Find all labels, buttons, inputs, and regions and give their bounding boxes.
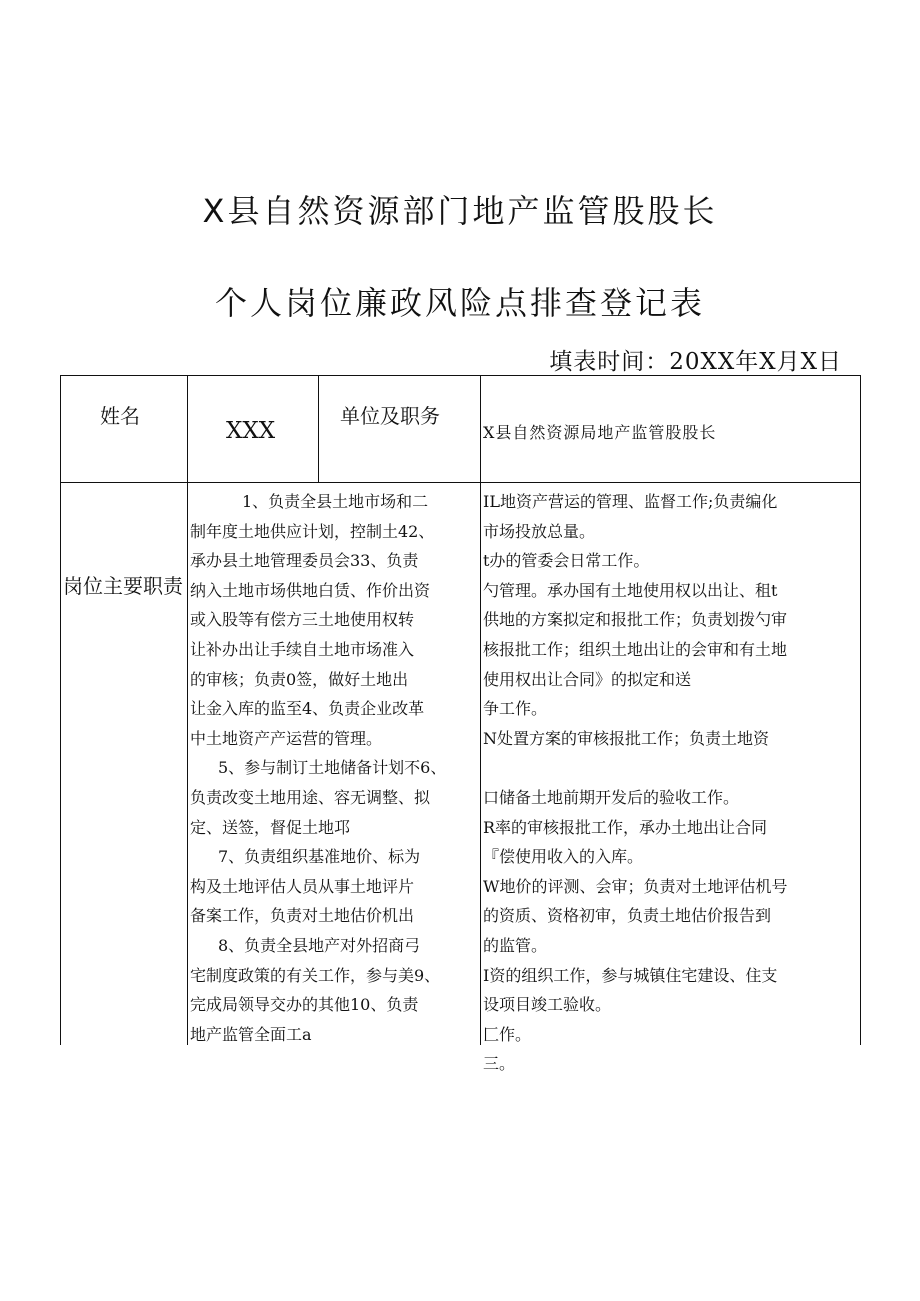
- duty-line: 承办县土地管理委员会33、负责: [190, 551, 419, 571]
- duty-line: 的监管。: [483, 935, 548, 955]
- duty-line: 地产监管全面工a: [190, 1024, 312, 1044]
- duty-line: 匚作。: [483, 1024, 532, 1044]
- duty-line: 的资质、资格初审，负责土地估价报告到: [483, 906, 772, 926]
- duty-label: 岗位主要职责: [63, 574, 183, 598]
- duty-line: 使用权出让合同》的拟定和送: [483, 669, 692, 689]
- duty-line: 纳入土地市场供地白赁、作价出资: [190, 580, 431, 600]
- duty-line: t办的管委会日常工作。: [483, 551, 650, 571]
- table-col-divider-2: [318, 375, 319, 482]
- table-top-border: [60, 375, 861, 376]
- duty-right-column: [483, 487, 861, 1079]
- duty-line: R率的审核报批工作，承办土地出让合同: [483, 817, 768, 837]
- duty-line: 5、参与制订土地储备计划不6、: [218, 758, 447, 778]
- duty-line: 『偿使用收入的入库。: [483, 847, 644, 867]
- duty-line: IL地资产营运的管理、监督工作;负责编化: [483, 492, 778, 511]
- unit-value: X县自然资源局地产监管股股长: [483, 423, 717, 442]
- duty-line: 1、负责全县土地市场和二: [242, 492, 429, 511]
- duty-line: 宅制度政策的有关工作，参与美9、: [190, 965, 441, 985]
- duty-line: 或入股等有偿方三土地使用权转: [190, 610, 415, 630]
- name-label: 姓名: [100, 404, 140, 428]
- duty-line: 口储备土地前期开发后的验收工作。: [483, 787, 740, 807]
- fill-date: 填表时间：20XX年X月X日: [549, 349, 842, 375]
- duty-line: 争工作。: [483, 699, 548, 719]
- duty-line: 勺管理。承办国有土地使用权以出让、租t: [483, 580, 778, 600]
- duty-line: 核报批工作；组织土地出让的会审和有土地: [483, 639, 788, 659]
- duty-line: [483, 753, 861, 783]
- name-value: XXX: [226, 418, 276, 444]
- duty-line: 负责改变土地用途、容无调整、拟: [190, 787, 431, 807]
- duty-line: 完成局领导交办的其他10、负责: [190, 995, 419, 1015]
- duty-line: W地价的评测、会审；负责对土地评估机号: [483, 876, 788, 896]
- table-row-divider: [60, 482, 861, 483]
- duty-line: 设项目竣工验收。: [483, 995, 612, 1015]
- duty-line: 让补办出让手续自土地市场准入: [190, 639, 415, 659]
- table-col-divider-3: [480, 375, 481, 1045]
- table-col-divider-1: [187, 375, 188, 1045]
- document-title-line1: X县自然资源部门地产监管股股长: [202, 192, 718, 230]
- duty-line: 定、送签，督促土地邛: [190, 817, 351, 837]
- duty-line: 制年度土地供应计划，控制土42、: [190, 521, 435, 541]
- duty-line: I资的组织工作，参与城镇住宅建设、住支: [483, 965, 778, 985]
- duty-line: 备案工作，负责对土地估价机出: [190, 906, 415, 926]
- duty-line: 市场投放总量。: [483, 521, 596, 541]
- duty-line: 8、负责全县地产对外招商弓: [218, 935, 421, 955]
- duty-line: 构及土地评估人员从事土地评片: [190, 876, 415, 896]
- duty-line: 的审核；负责0签，做好土地出: [190, 669, 409, 689]
- duty-line: 7、负责组织基准地价、标为: [218, 847, 421, 867]
- unit-label: 单位及职务: [340, 404, 440, 428]
- duty-line: 供地的方案拟定和报批工作；负责划拨勺审: [483, 610, 788, 630]
- duty-line: N处置方案的审核报批工作；负责土地资: [483, 728, 770, 748]
- duty-middle-column: [190, 487, 480, 1049]
- table-left-border: [60, 375, 61, 1045]
- document-title-line2: 个人岗位廉政风险点排查登记表: [214, 284, 705, 322]
- duty-line: 让金入库的监至4、负责企业改革: [190, 699, 425, 719]
- duty-line: 中土地资产产运营的管理。: [190, 728, 383, 748]
- duty-line: 三。: [483, 1054, 516, 1074]
